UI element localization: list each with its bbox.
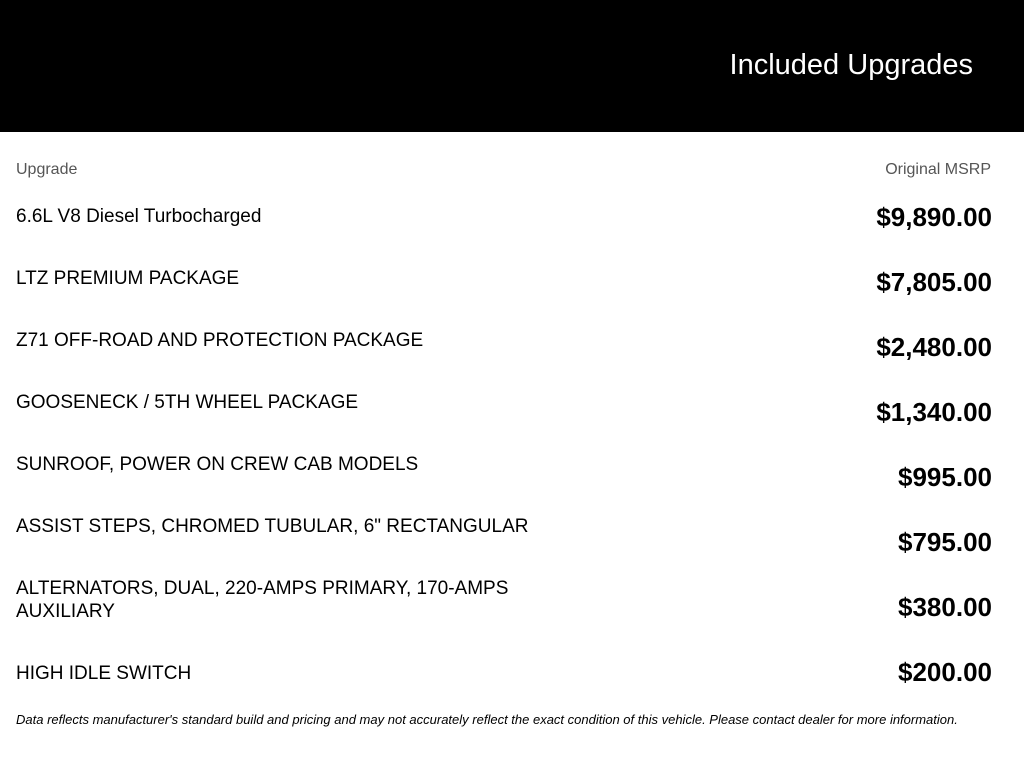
column-header-upgrade: Upgrade: [16, 161, 78, 178]
page-header: [0, 0, 1024, 132]
disclaimer-text: Data reflects manufacturer's standard build and pricing and may not accurately reflect the exact condition of this vehicle. Please contact dealer for more information.: [16, 712, 958, 727]
upgrade-price: $9,890.00: [876, 202, 992, 232]
page-title: Included Upgrades: [729, 49, 973, 81]
upgrade-price: $1,340.00: [876, 397, 992, 427]
upgrade-name: Z71 OFF-ROAD AND PROTECTION PACKAGE: [16, 330, 424, 351]
column-header-msrp: Original MSRP: [885, 161, 991, 178]
upgrade-price: $2,480.00: [876, 332, 992, 362]
upgrade-price: $7,805.00: [876, 267, 992, 297]
upgrade-price: $795.00: [898, 527, 992, 557]
upgrade-name: 6.6L V8 Diesel Turbocharged: [16, 206, 262, 227]
upgrade-name: SUNROOF, POWER ON CREW CAB MODELS: [16, 454, 419, 475]
upgrade-name: LTZ PREMIUM PACKAGE: [16, 268, 240, 289]
upgrade-price: $200.00: [898, 657, 992, 687]
upgrade-price: $380.00: [898, 592, 992, 622]
upgrade-name: ASSIST STEPS, CHROMED TUBULAR, 6" RECTANGULAR: [16, 516, 529, 537]
upgrade-price: $995.00: [898, 462, 992, 492]
upgrade-name: HIGH IDLE SWITCH: [16, 663, 192, 684]
upgrade-name: GOOSENECK / 5TH WHEEL PACKAGE: [16, 392, 359, 413]
upgrade-name: ALTERNATORS, DUAL, 220-AMPS PRIMARY, 170-AMPS AUXILIARY: [16, 578, 509, 622]
